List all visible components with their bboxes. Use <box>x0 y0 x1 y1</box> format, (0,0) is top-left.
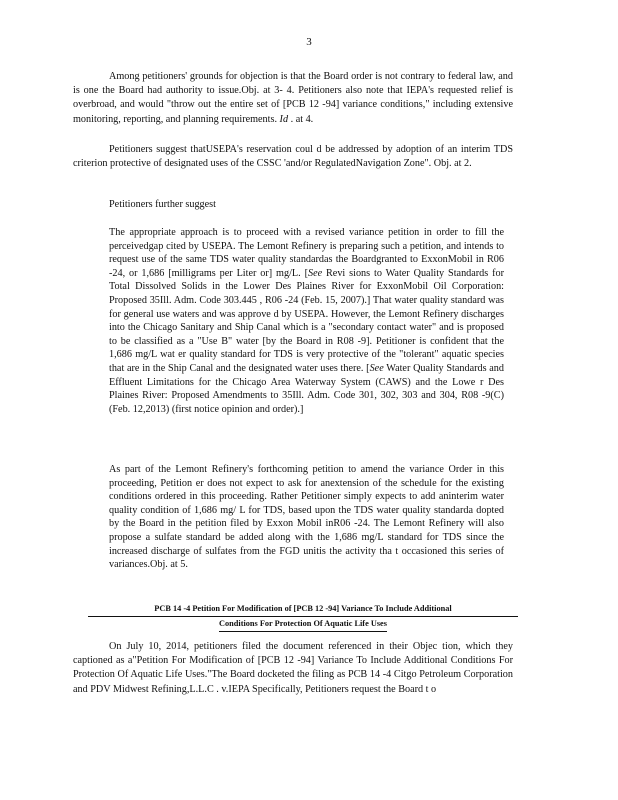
section-heading <box>88 602 518 632</box>
paragraph-petitioners-suggest-tds: Petitioners suggest thatUSEPA's reservation coul d be addressed by adoption of an interim TDS criterion protective of designated uses of the CSSC 'and/or RegulatedNavigation Zone". Obj. at 2. <box>73 144 513 170</box>
block-quote-forthcoming-petition: As part of the Lemont Refinery's forthcoming petition to amend the variance Order in this proceeding, Petition er does not expect to ask for anextension of the schedule for the existing conditions ordered in this proceeding. Rather Petitioner simply expects to add aninterim water quality condition of 1,686 mg/ L for TDS, based upon the TDS water quality standarda dopted by the Board in the petition filed by Exxon Mobil inR06 -24. The Lemont Refinery will also propose a sulfate standard be added along with the 1,686 mg/L standard for TDS since the increased discharge of sulfates from the FGD unitis the activity tha t occasioned this series of variances.Obj. at 5. <box>109 464 504 571</box>
paragraph-further-suggest: Petitioners further suggest <box>109 199 216 210</box>
paragraph-text: Among petitioners' grounds for objection is that the Board order is not contrary to federal law, and is one the Board had authority to issue.Obj. at 3- 4. Petitioners also note that IEPA's requested relief is overbroad, and would "throw out the entire set of [PCB 12 -94] variance conditions," including extensive monitoring, reporting, and planning requirements. <box>73 71 513 125</box>
block-quote-revised-variance <box>109 226 504 416</box>
citation-see: See <box>369 362 384 374</box>
paragraph-text: . at 4. <box>288 113 314 125</box>
paragraph-grounds-for-objection <box>73 70 513 127</box>
quote-text: The appropriate approach is to proceed with a revised variance petition in order to fill the perceivedgap cited by USEPA. The Lemont Refinery is preparing such a petition, and intends to request use of the same TDS water quality standardas the Boardgranted to ExxonMobil in R06 -24, or 1,686 [milligrams per Liter or] mg/L. [ <box>109 227 504 279</box>
paragraph-july-filing: On July 10, 2014, petitioners filed the document referenced in their Objec tion, which they captioned as a"Petition For Modification of [PCB 12 -94] Variance To Include Additional Conditions For Protection Of Aquatic Life Uses."The Board docketed the filing as PCB 14 -4 Citgo Petroleum Corporation and PDV Midwest Refining,L.L.C . v.IEPA Specifically, Petitioners request the Board t o <box>73 641 513 695</box>
citation-see: See <box>307 267 323 279</box>
quote-text: Revi sions to Water Quality Standards for Total Dissolved Solids in the Lower Des Plaines River for ExxonMobil Oil Corporation: Proposed 35Ill. Adm. Code 303.445 , R06 -24 (Feb. 15, 2007).] That water quality standard was for general use waters and was approve d by USEPA. However, the Lemont Refinery discharges into the Chicago Sanitary and Ship Canal which is a "secondary contact water" and is proposed to be classified as a "Use B" water [by the Board in R08 -9]. Petitioner is confident that the 1,686 mg/L wat er quality standard for TDS is very protective of the "tolerant" aquatic species that are in the Ship Canal and the designated water uses there. [ <box>109 267 505 374</box>
quote-text: Water Quality Standards and Effluent Limitations for the Chicago Area Waterway System (CAWS) and the Lowe r Des Plaines River: Proposed Amendments to 35Ill. Adm. Code 301, 302, 303 and 304, R08 -9(C) (Feb. 12,2013) (first notice opinion and order).] <box>109 362 504 415</box>
section-heading-line2: Conditions For Protection Of Aquatic Life Uses <box>219 617 387 632</box>
page-number: 3 <box>306 36 312 48</box>
citation-id: Id <box>279 113 289 125</box>
section-heading-line1: PCB 14 -4 Petition For Modification of [PCB 12 -94] Variance To Include Additional <box>88 602 518 617</box>
